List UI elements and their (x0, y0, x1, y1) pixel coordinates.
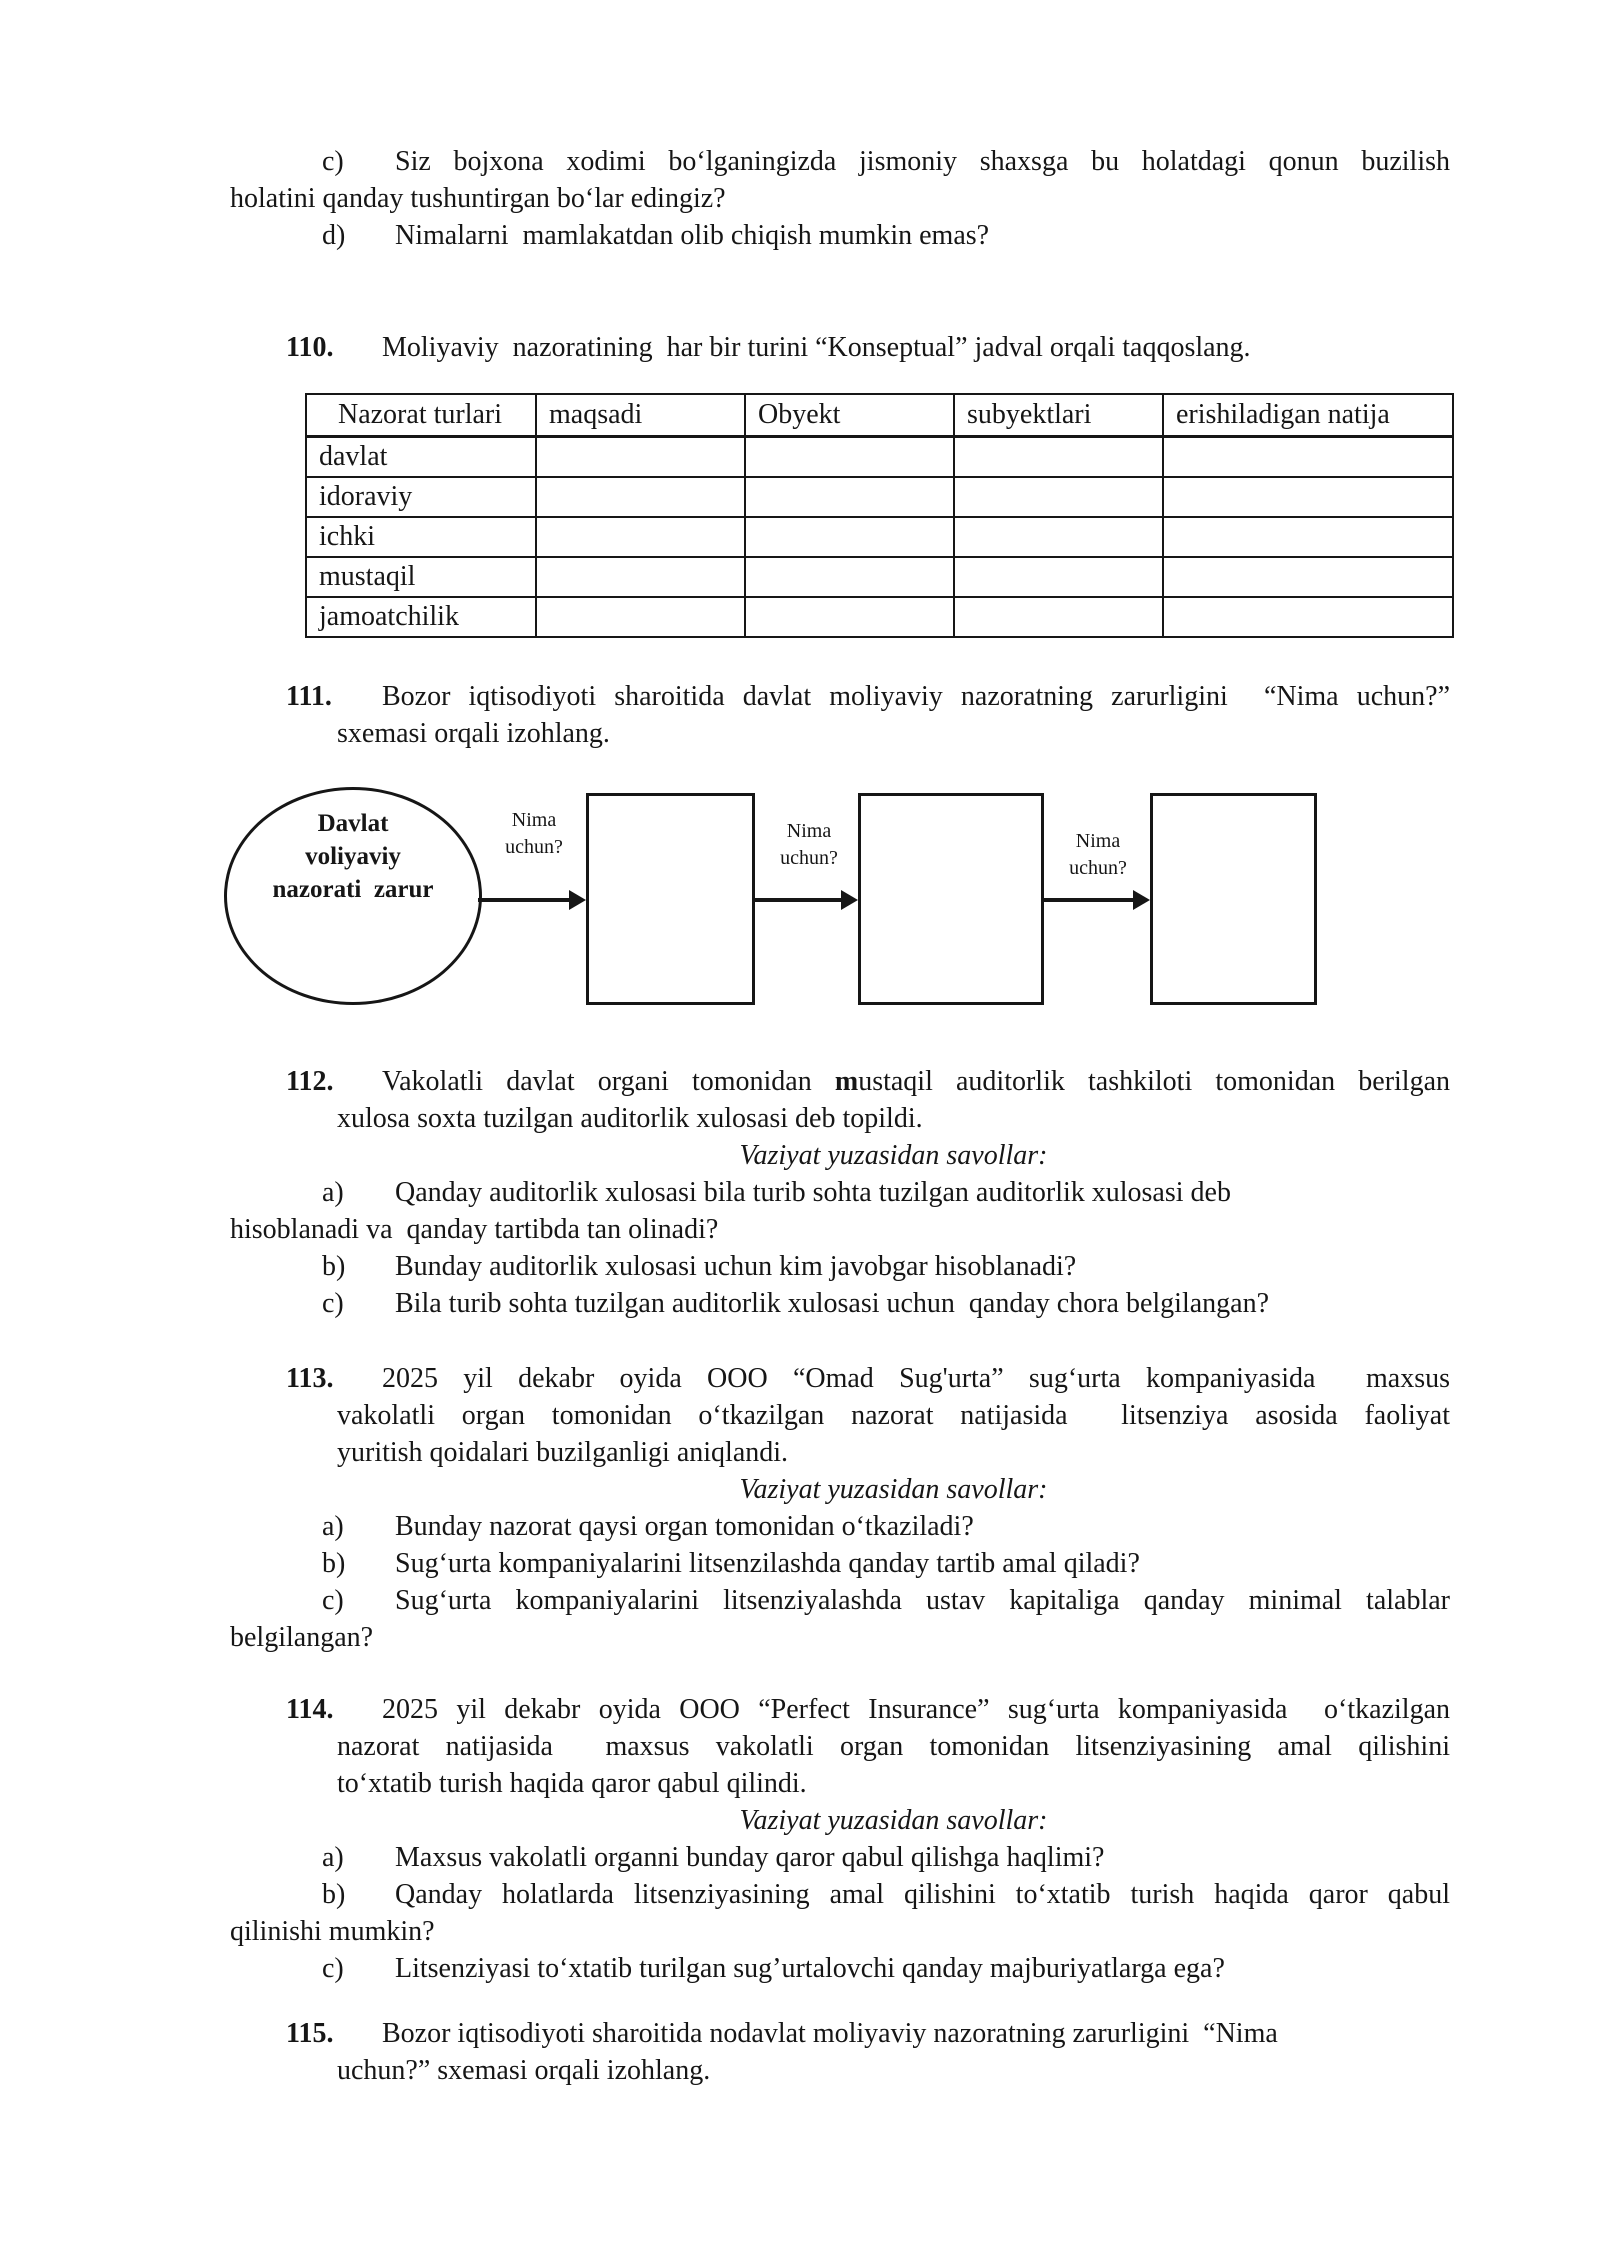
list-item-c (230, 1285, 1450, 1322)
question-text: ustaqil auditorlik tashkiloti tomonidan berilgan (858, 1066, 1450, 1097)
table-header-cell: erishiladigan natija (1163, 394, 1453, 437)
list-item-a-cont: hisoblanadi va qanday tartibda tan olinadi? (230, 1214, 719, 1245)
text-column (230, 0, 1450, 2089)
why-label-line2: uchun? (780, 847, 838, 869)
list-item-a (230, 1508, 1450, 1545)
bold-letter: m (834, 1066, 859, 1097)
empty-box-3 (1150, 793, 1317, 1005)
row-label-cell: ichki (306, 517, 536, 557)
list-item-text: Nimalarni mamlakatdan olib chiqish mumkin emas? (395, 220, 990, 251)
question-text: Vakolatli davlat organi tomonidan (382, 1066, 835, 1097)
list-marker: c) (322, 146, 344, 177)
empty-cell (745, 517, 954, 557)
list-marker: b) (322, 1251, 346, 1282)
why-label-line1: Nima (1075, 830, 1121, 852)
question-113-line3: yuritish qoidalari buzilganligi aniqlandi. (337, 1437, 789, 1468)
list-item-c-line2: holatini qanday tushuntirgan bo‘lar edingiz? (230, 183, 726, 214)
empty-cell (1163, 517, 1453, 557)
empty-cell (954, 557, 1163, 597)
empty-cell (536, 557, 745, 597)
empty-cell (1163, 437, 1453, 478)
list-marker: a) (322, 1511, 344, 1542)
list-item-text: Qanday auditorlik xulosasi bila turib sohta tuzilgan auditorlik xulosasi deb (395, 1177, 1231, 1208)
why-label-line1: Nima (786, 820, 832, 842)
question-114-line2: nazorat natijasida maxsus vakolatli organ tomonidan litsenziyasining amal qilishini (337, 1731, 1450, 1762)
ellipse-text-line1: Davlat (317, 810, 389, 837)
list-marker: a) (322, 1177, 344, 1208)
empty-box-1 (586, 793, 755, 1005)
empty-cell (954, 437, 1163, 478)
empty-cell (745, 557, 954, 597)
list-item-text: Litsenziyasi to‘xtatib turilgan sug’urtalovchi qanday majburiyatlarga ega? (395, 1953, 1225, 1984)
list-item-b (230, 1545, 1450, 1582)
question-112-line2: xulosa soxta tuzilgan auditorlik xulosasi deb topildi. (337, 1103, 923, 1134)
list-item-text: Bila turib sohta tuzilgan auditorlik xulosasi uchun qanday chora belgilangan? (395, 1288, 1270, 1319)
list-item-text: Sug‘urta kompaniyalarini litsenziyalashda ustav kapitaliga qanday minimal talablar (395, 1585, 1450, 1616)
question-115-line1 (230, 2015, 1450, 2052)
list-item-text: Bunday nazorat qaysi organ tomonidan o‘tkaziladi? (395, 1511, 974, 1542)
list-item-c (230, 1950, 1450, 1987)
row-label-cell: jamoatchilik (306, 597, 536, 637)
arrow-line (1044, 898, 1133, 902)
empty-cell (536, 597, 745, 637)
list-item-a (230, 1839, 1450, 1876)
why-label-1 (474, 807, 594, 861)
arrow-right-icon (841, 890, 858, 910)
ellipse-text-line2: voliyaviy (305, 843, 401, 870)
why-label-line2: uchun? (505, 836, 563, 858)
table-row (306, 437, 1453, 478)
why-label-line2: uchun? (1069, 857, 1127, 879)
question-number: 111. (286, 681, 332, 712)
why-scheme-diagram (230, 787, 1450, 1007)
arrow-line (478, 898, 569, 902)
row-label-cell: idoraviy (306, 477, 536, 517)
question-text: 2025 yil dekabr oyida OOO “Perfect Insurance” sug‘urta kompaniyasida o‘tkazilgan (382, 1694, 1450, 1725)
empty-cell (1163, 597, 1453, 637)
comparison-table (305, 393, 1454, 638)
table-row (306, 597, 1453, 637)
list-item-text: Siz bojxona xodimi bo‘lganingizda jismoniy shaxsga bu holatdagi qonun buzilish (395, 146, 1450, 177)
ellipse-node (224, 787, 482, 1005)
question-number: 112. (286, 1066, 334, 1097)
list-marker: d) (322, 220, 346, 251)
empty-box-2 (858, 793, 1044, 1005)
list-item-a (230, 1174, 1450, 1211)
question-111-line1 (230, 678, 1450, 715)
why-label-2 (749, 818, 869, 872)
question-text: 2025 yil dekabr oyida OOO “Omad Sug'urta” sug‘urta kompaniyasida maxsus (382, 1363, 1450, 1394)
row-label-cell: mustaqil (306, 557, 536, 597)
empty-cell (536, 517, 745, 557)
question-number: 114. (286, 1694, 334, 1725)
question-113-line1 (230, 1360, 1450, 1397)
list-marker: b) (322, 1548, 346, 1579)
arrow-right-icon (569, 890, 586, 910)
empty-cell (536, 477, 745, 517)
list-item-text: Qanday holatlarda litsenziyasining amal qilishini to‘xtatib turish haqida qaror qabul (395, 1879, 1450, 1910)
question-text: Bozor iqtisodiyoti sharoitida nodavlat moliyaviy nazoratning zarurligini “Nima (382, 2018, 1278, 2049)
list-marker: c) (322, 1288, 344, 1319)
list-item-text: Sug‘urta kompaniyalarini litsenzilashda qanday tartib amal qiladi? (395, 1548, 1140, 1579)
empty-cell (954, 597, 1163, 637)
table-header-cell: Nazorat turlari (306, 394, 536, 437)
list-item-b-cont: qilinishi mumkin? (230, 1916, 435, 1947)
table-row (306, 557, 1453, 597)
empty-cell (745, 597, 954, 637)
list-marker: c) (322, 1585, 344, 1616)
question-text: Moliyaviy nazoratining har bir turini “Konseptual” jadval orqali taqqoslang. (382, 332, 1251, 363)
list-item-c (230, 1582, 1450, 1619)
list-item-text: Maxsus vakolatli organni bunday qaror qabul qilishga haqlimi? (395, 1842, 1105, 1873)
list-item-d (230, 217, 1450, 254)
situation-questions-heading: Vaziyat yuzasidan savollar: (739, 1805, 1048, 1836)
list-item-b (230, 1876, 1450, 1913)
question-112-line1 (230, 1063, 1450, 1100)
situation-questions-heading: Vaziyat yuzasidan savollar: (739, 1140, 1048, 1171)
question-115-line2: uchun?” sxemasi orqali izohlang. (337, 2055, 711, 2086)
arrow-line (755, 898, 841, 902)
table-row (306, 517, 1453, 557)
empty-cell (1163, 557, 1453, 597)
table-row (306, 477, 1453, 517)
table-header-cell: Obyekt (745, 394, 954, 437)
ellipse-text-line3: nazorati zarur (272, 876, 434, 903)
question-114-line1 (230, 1691, 1450, 1728)
empty-cell (745, 437, 954, 478)
list-marker: b) (322, 1879, 346, 1910)
list-item-c-line1 (230, 143, 1450, 180)
empty-cell (1163, 477, 1453, 517)
question-number: 110. (286, 332, 334, 363)
list-item-text: Bunday auditorlik xulosasi uchun kim javobgar hisoblanadi? (395, 1251, 1077, 1282)
list-marker: a) (322, 1842, 344, 1873)
situation-questions-heading: Vaziyat yuzasidan savollar: (739, 1474, 1048, 1505)
table-header-row (306, 394, 1453, 437)
table-header-cell: subyektlari (954, 394, 1163, 437)
list-marker: c) (322, 1953, 344, 1984)
question-114-line3: to‘xtatib turish haqida qaror qabul qilindi. (337, 1768, 807, 1799)
question-text: Bozor iqtisodiyoti sharoitida davlat moliyaviy nazoratning zarurligini “Nima uchun?” (382, 681, 1450, 712)
empty-cell (954, 477, 1163, 517)
empty-cell (745, 477, 954, 517)
question-number: 113. (286, 1363, 334, 1394)
list-item-b (230, 1248, 1450, 1285)
row-label-cell: davlat (306, 437, 536, 478)
question-111-line2: sxemasi orqali izohlang. (337, 718, 610, 749)
arrow-right-icon (1133, 890, 1150, 910)
empty-cell (954, 517, 1163, 557)
question-113-line2: vakolatli organ tomonidan o‘tkazilgan nazorat natijasida litsenziya asosida faoliyat (337, 1400, 1450, 1431)
empty-cell (536, 437, 745, 478)
table-header-cell: maqsadi (536, 394, 745, 437)
why-label-line1: Nima (511, 809, 557, 831)
question-number: 115. (286, 2018, 334, 2049)
list-item-c-cont: belgilangan? (230, 1622, 374, 1653)
question-110 (230, 329, 1450, 366)
why-label-3 (1038, 828, 1158, 882)
